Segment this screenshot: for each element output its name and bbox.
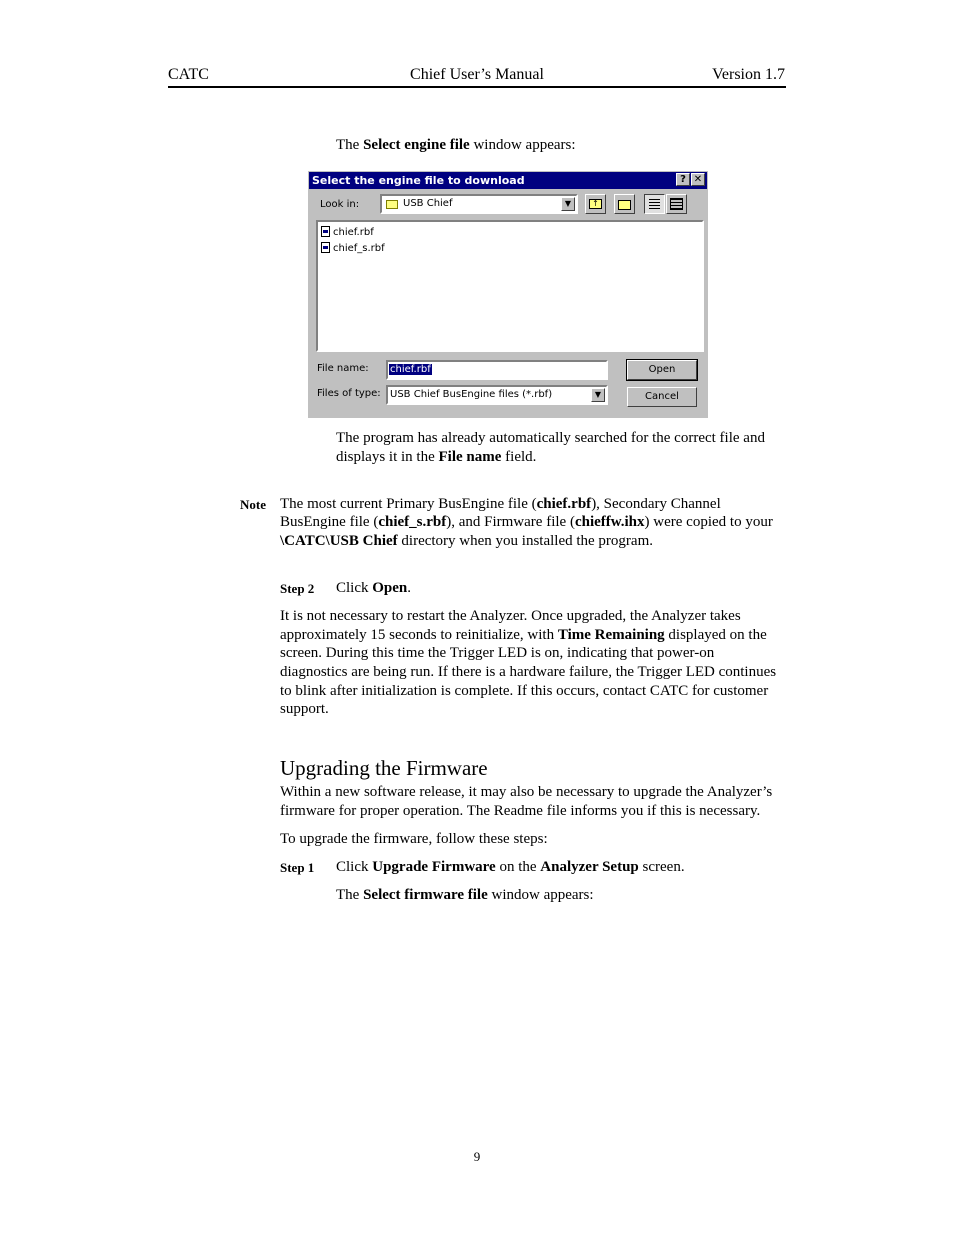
details-view-button[interactable] xyxy=(666,194,687,214)
open-button[interactable]: Open xyxy=(627,360,697,380)
create-new-folder-button[interactable] xyxy=(614,194,635,214)
list-view-button[interactable] xyxy=(644,194,665,214)
section-p1-line2: firmware for proper operation. The Readme file informs you if this is necessary. xyxy=(280,803,761,819)
header-title: Chief User’s Manual xyxy=(410,66,544,83)
list-item[interactable]: chief_s.rbf xyxy=(321,242,385,254)
files-of-type-value: USB Chief BusEngine files (*.rbf) xyxy=(390,389,553,400)
folder-icon xyxy=(386,200,398,209)
section-p2: To upgrade the firmware, follow these steps: xyxy=(280,831,548,847)
restart-line6: support. xyxy=(280,701,329,717)
list-item[interactable]: chief.rbf xyxy=(321,226,374,238)
look-in-label: Look in: xyxy=(320,199,360,210)
page-number: 9 xyxy=(473,1149,481,1164)
list-view-icon xyxy=(649,199,660,209)
section-heading: Upgrading the Firmware xyxy=(280,756,488,780)
step1-text: Click Upgrade Firmware on the Analyzer Setup screen. xyxy=(336,859,685,875)
intro-text: The Select engine file window appears: xyxy=(336,137,576,153)
note-line1: The most current Primary BusEngine file (chief.rbf), Secondary Channel xyxy=(280,496,721,512)
after-dialog-line2: displays it in the File name field. xyxy=(336,449,537,465)
section-p1-line1: Within a new software release, it may also be necessary to upgrade the Analyzer’s xyxy=(280,784,773,800)
file-name-value: chief.rbf xyxy=(390,364,431,375)
files-of-type-select[interactable] xyxy=(386,385,608,405)
file-icon xyxy=(321,242,330,253)
dialog-title-bar xyxy=(309,172,707,189)
chevron-down-icon[interactable]: ▼ xyxy=(591,388,605,402)
chevron-down-icon[interactable]: ▼ xyxy=(561,197,575,211)
note-label: Note xyxy=(240,497,266,512)
look-in-value: USB Chief xyxy=(403,198,453,209)
file-name-input[interactable] xyxy=(386,360,608,380)
up-one-level-button[interactable] xyxy=(585,194,606,214)
final-line: The Select firmware file window appears: xyxy=(336,887,594,903)
restart-line5: to blink after initialization is complete. If this occurs, contact CATC for customer xyxy=(280,683,769,699)
header-rule xyxy=(168,86,786,88)
step1-label: Step 1 xyxy=(280,860,315,875)
header-left: CATC xyxy=(168,66,209,83)
select-engine-file-dialog xyxy=(308,171,708,418)
restart-line4: diagnostics are being run. If there is a hardware failure, the Trigger LED continues xyxy=(280,664,777,680)
file-name-label: File name: xyxy=(317,363,369,374)
note-line2: BusEngine file (chief_s.rbf), and Firmware file (chieffw.ihx) were copied to your xyxy=(280,514,773,530)
note-line3: \CATC\USB Chief directory when you installed the program. xyxy=(280,533,654,549)
new-folder-icon xyxy=(618,200,631,210)
restart-line1: It is not necessary to restart the Analyzer. Once upgraded, the Analyzer takes xyxy=(280,608,741,624)
restart-line3: screen. During this time the Trigger LED is on, indicating that power-on xyxy=(280,645,715,661)
cancel-button[interactable]: Cancel xyxy=(627,387,697,407)
details-view-icon xyxy=(670,198,683,210)
restart-line2: approximately 15 seconds to reinitialize, with Time Remaining displayed on the xyxy=(280,627,767,643)
file-list[interactable] xyxy=(316,220,704,352)
close-button[interactable]: ✕ xyxy=(691,173,705,186)
help-button[interactable]: ? xyxy=(676,173,690,186)
header-version: Version 1.7 xyxy=(712,66,785,83)
up-folder-icon: ↑ xyxy=(589,199,602,209)
file-icon xyxy=(321,226,330,237)
after-dialog-line1: The program has already automatically searched for the correct file and xyxy=(336,430,765,446)
step2-label: Step 2 xyxy=(280,581,315,596)
dialog-title: Select the engine file to download xyxy=(312,174,525,187)
files-of-type-label: Files of type: xyxy=(317,388,381,399)
step2-text: Click Open. xyxy=(336,580,412,596)
look-in-select[interactable] xyxy=(380,194,578,214)
